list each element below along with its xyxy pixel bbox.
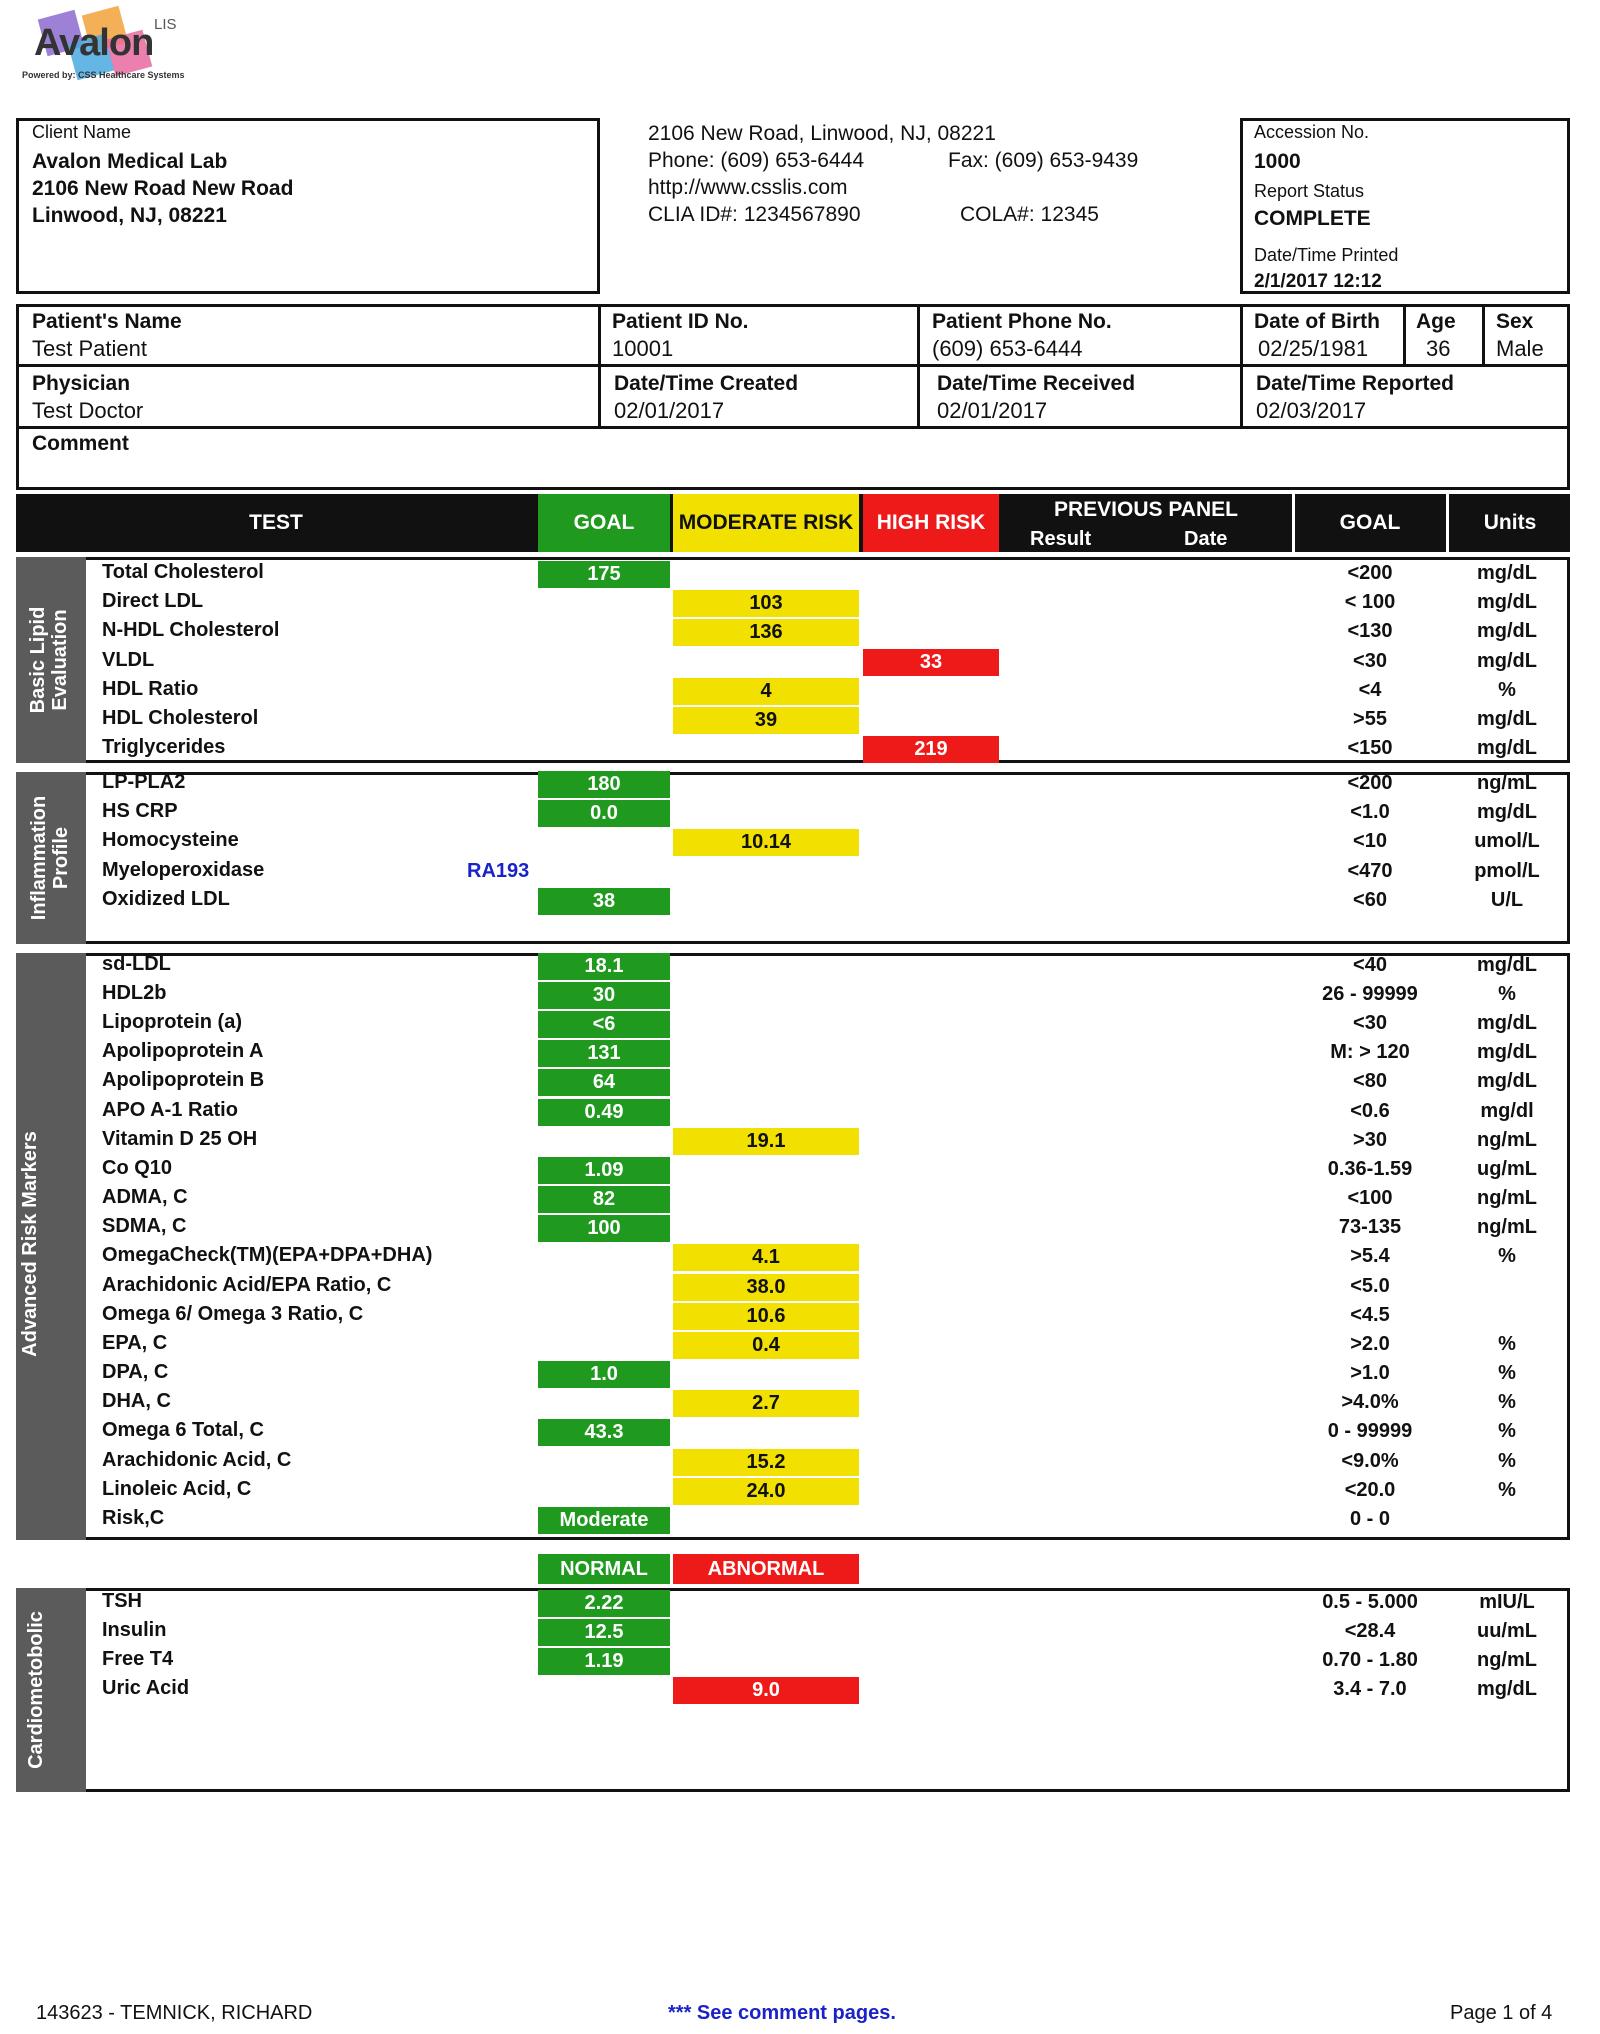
goal-range: <40 <box>1353 954 1387 976</box>
test-name: Oxidized LDL <box>102 888 230 910</box>
result-moderate: 10.6 <box>673 1303 859 1330</box>
result-moderate: 15.2 <box>673 1449 859 1476</box>
unit: mg/dL <box>1477 1012 1537 1034</box>
result-moderate: 10.14 <box>673 829 859 856</box>
divider <box>16 364 1570 367</box>
unit: mg/dL <box>1477 650 1537 672</box>
unit: umol/L <box>1474 830 1540 852</box>
goal-range: 0 - 99999 <box>1327 1420 1413 1442</box>
unit: U/L <box>1490 889 1524 911</box>
unit: mIU/L <box>1479 1591 1535 1613</box>
test-name: Insulin <box>102 1619 167 1641</box>
accession-box <box>1240 118 1570 294</box>
unit: mg/dL <box>1477 954 1537 976</box>
test-name: Apolipoprotein A <box>102 1040 264 1062</box>
divider <box>1482 304 1485 366</box>
test-name: Direct LDL <box>102 590 204 612</box>
logo-wordmark: Avalon <box>34 22 154 64</box>
result-moderate: 0.4 <box>673 1332 859 1359</box>
unit: % <box>1498 1362 1516 1384</box>
header-goal-range: GOAL <box>1339 511 1401 534</box>
goal-range: <0.6 <box>1350 1100 1390 1122</box>
cardio-section-label: Cardiometobolic <box>25 1611 47 1769</box>
test-name: DPA, C <box>102 1361 169 1383</box>
result-note: RA193 <box>467 860 530 882</box>
patient-phone-label: Patient Phone No. <box>932 310 1112 333</box>
test-name: APO A-1 Ratio <box>102 1099 238 1121</box>
reported-label: Date/Time Reported <box>1256 372 1454 395</box>
result-high: 33 <box>863 649 999 676</box>
test-name: OmegaCheck(TM)(EPA+DPA+DHA) <box>102 1244 433 1266</box>
result-moderate: 38.0 <box>673 1274 859 1301</box>
unit: % <box>1498 1450 1516 1472</box>
unit: mg/dL <box>1477 1041 1537 1063</box>
test-name: LP-PLA2 <box>102 771 186 793</box>
unit: mg/dL <box>1477 562 1537 584</box>
client-label: Client Name <box>32 122 132 142</box>
patient-name-label: Patient's Name <box>32 310 182 333</box>
goal-range: >4.0% <box>1341 1391 1399 1413</box>
header-test: TEST <box>249 511 303 534</box>
result-goal: 100 <box>538 1215 670 1242</box>
unit: mg/dL <box>1477 1070 1537 1092</box>
test-name: HDL Cholesterol <box>102 707 259 729</box>
unit: mg/dL <box>1477 737 1537 759</box>
test-name: Homocysteine <box>102 829 239 851</box>
unit: ug/mL <box>1477 1158 1537 1180</box>
goal-range: <9.0% <box>1341 1450 1399 1472</box>
test-name: VLDL <box>102 649 155 671</box>
lab-clia: CLIA ID#: 1234567890 <box>648 203 861 226</box>
goal-range: >55 <box>1353 708 1387 730</box>
result-moderate: 19.1 <box>673 1128 859 1155</box>
lab-website[interactable]: http://www.csslis.com <box>648 176 848 199</box>
unit: % <box>1498 1420 1516 1442</box>
result-normal: 12.5 <box>538 1619 670 1646</box>
test-name: Arachidonic Acid, C <box>102 1449 292 1471</box>
lab-fax: Fax: (609) 653-9439 <box>948 149 1139 172</box>
logo-badge: LIS <box>154 16 177 33</box>
goal-range: <5.0 <box>1350 1275 1390 1297</box>
goal-range: >30 <box>1353 1129 1387 1151</box>
unit: uu/mL <box>1477 1620 1537 1642</box>
printed-datetime: 2/1/2017 12:12 <box>1254 271 1382 292</box>
result-goal: 30 <box>538 982 670 1009</box>
goal-range: M: > 120 <box>1330 1041 1410 1063</box>
header-high-risk: HIGH RISK <box>863 494 999 552</box>
physician-label: Physician <box>32 372 131 395</box>
goal-range: <28.4 <box>1344 1620 1396 1642</box>
unit: % <box>1498 679 1516 701</box>
result-moderate: 103 <box>673 590 859 617</box>
result-goal: Moderate <box>538 1507 670 1534</box>
result-moderate: 2.7 <box>673 1390 859 1417</box>
accession-label: Accession No. <box>1254 122 1370 142</box>
test-name: Apolipoprotein B <box>102 1069 265 1091</box>
divider <box>1292 494 1295 552</box>
test-name: ADMA, C <box>102 1186 188 1208</box>
test-name: Risk,C <box>102 1507 165 1529</box>
result-goal: <6 <box>538 1011 670 1038</box>
header-previous-date: Date <box>1184 528 1228 550</box>
header-goal: GOAL <box>538 494 670 552</box>
inflammation-section-label: Inflammation Profile <box>28 795 72 921</box>
divider <box>1403 304 1406 366</box>
test-name: sd-LDL <box>102 953 171 975</box>
goal-range: >5.4 <box>1350 1245 1390 1267</box>
result-moderate: 4.1 <box>673 1244 859 1271</box>
header-moderate-risk: MODERATE RISK <box>673 494 859 552</box>
received-label: Date/Time Received <box>937 372 1136 395</box>
result-normal: 1.19 <box>538 1648 670 1675</box>
test-name: Lipoprotein (a) <box>102 1011 242 1033</box>
goal-range: < 100 <box>1344 591 1396 613</box>
sex: Male <box>1496 336 1544 361</box>
unit: ng/mL <box>1477 1129 1537 1151</box>
goal-range: >1.0 <box>1350 1362 1390 1384</box>
goal-range: <80 <box>1353 1070 1387 1092</box>
footer-patient: 143623 - TEMNICK, RICHARD <box>36 2002 313 2024</box>
cardio-normal-header: NORMAL <box>538 1554 670 1584</box>
patient-name: Test Patient <box>32 336 147 361</box>
patient-id: 10001 <box>612 336 674 361</box>
result-moderate: 24.0 <box>673 1478 859 1505</box>
age: 36 <box>1426 336 1451 361</box>
goal-range: <200 <box>1347 772 1393 794</box>
header-previous-result: Result <box>1030 528 1092 550</box>
goal-range: <200 <box>1347 562 1393 584</box>
test-name: TSH <box>102 1590 142 1612</box>
goal-range: <1.0 <box>1350 801 1390 823</box>
test-name: HDL2b <box>102 982 167 1004</box>
test-name: Arachidonic Acid/EPA Ratio, C <box>102 1274 392 1296</box>
test-name: N-HDL Cholesterol <box>102 619 280 641</box>
test-name: Co Q10 <box>102 1157 173 1179</box>
result-goal: 0.0 <box>538 800 670 827</box>
result-moderate: 4 <box>673 678 859 705</box>
lab-cola: COLA#: 12345 <box>960 203 1099 226</box>
unit: mg/dL <box>1477 591 1537 613</box>
footer-comment-link[interactable]: *** See comment pages. <box>668 2002 896 2024</box>
footer-page-number: Page 1 of 4 <box>1450 2002 1553 2024</box>
age-label: Age <box>1416 310 1456 333</box>
goal-range: 26 - 99999 <box>1322 983 1418 1005</box>
goal-range: 73-135 <box>1338 1216 1402 1238</box>
unit: ng/mL <box>1477 772 1537 794</box>
goal-range: <4.5 <box>1350 1304 1390 1326</box>
client-name: Avalon Medical Lab <box>32 150 228 173</box>
test-name: Total Cholesterol <box>102 561 264 583</box>
test-name: Myeloperoxidase <box>102 859 265 881</box>
result-goal: 1.0 <box>538 1361 670 1388</box>
result-normal: 2.22 <box>538 1590 670 1617</box>
lab-phone: Phone: (609) 653-6444 <box>648 149 864 172</box>
goal-range: <150 <box>1347 737 1393 759</box>
unit: mg/dL <box>1477 708 1537 730</box>
created-label: Date/Time Created <box>614 372 799 395</box>
result-goal: 180 <box>538 771 670 798</box>
result-goal: 18.1 <box>538 953 670 980</box>
test-name: HDL Ratio <box>102 678 199 700</box>
result-moderate: 136 <box>673 619 859 646</box>
divider <box>1240 304 1243 428</box>
result-goal: 0.49 <box>538 1099 670 1126</box>
unit: pmol/L <box>1474 860 1540 882</box>
goal-range: <470 <box>1347 860 1393 882</box>
goal-range: >2.0 <box>1350 1333 1390 1355</box>
sex-label: Sex <box>1496 310 1534 333</box>
result-goal: 43.3 <box>538 1419 670 1446</box>
divider <box>598 304 601 428</box>
received-date: 02/01/2017 <box>937 398 1048 423</box>
goal-range: <30 <box>1353 1012 1387 1034</box>
unit: % <box>1498 1479 1516 1501</box>
created-date: 02/01/2017 <box>614 398 725 423</box>
result-goal: 64 <box>538 1069 670 1096</box>
report-status: COMPLETE <box>1254 207 1371 230</box>
test-name: Uric Acid <box>102 1677 190 1699</box>
test-name: Vitamin D 25 OH <box>102 1128 258 1150</box>
accession-number: 1000 <box>1254 150 1301 173</box>
printed-label: Date/Time Printed <box>1254 245 1399 265</box>
goal-range: <130 <box>1347 620 1393 642</box>
unit: mg/dL <box>1477 801 1537 823</box>
goal-range: <60 <box>1353 889 1387 911</box>
goal-range: 0.5 - 5.000 <box>1322 1591 1418 1613</box>
advanced-section-label: Advanced Risk Markers <box>19 1131 41 1357</box>
test-name: EPA, C <box>102 1332 168 1354</box>
unit: % <box>1498 1333 1516 1355</box>
lipid-section-label: Basic Lipid Evaluation <box>27 606 71 714</box>
unit: ng/mL <box>1477 1187 1537 1209</box>
result-goal: 175 <box>538 561 670 588</box>
test-name: Omega 6 Total, C <box>102 1419 264 1441</box>
dob-label: Date of Birth <box>1254 310 1380 333</box>
goal-range: <30 <box>1353 650 1387 672</box>
inflammation-section <box>16 772 1570 944</box>
test-name: Linoleic Acid, C <box>102 1478 252 1500</box>
cardio-abnormal-header: ABNORMAL <box>673 1554 859 1584</box>
test-name: HS CRP <box>102 800 178 822</box>
divider <box>917 304 920 428</box>
unit: % <box>1498 1245 1516 1267</box>
patient-id-label: Patient ID No. <box>612 310 749 333</box>
lab-address: 2106 New Road, Linwood, NJ, 08221 <box>648 122 996 145</box>
result-goal: 131 <box>538 1040 670 1067</box>
test-name: DHA, C <box>102 1390 171 1412</box>
report-status-label: Report Status <box>1254 181 1365 201</box>
dob: 02/25/1981 <box>1258 336 1369 361</box>
result-goal: 82 <box>538 1186 670 1213</box>
goal-range: <4 <box>1358 679 1382 701</box>
goal-range: 0.36-1.59 <box>1327 1158 1413 1180</box>
divider <box>16 426 1570 429</box>
test-name: Omega 6/ Omega 3 Ratio, C <box>102 1303 364 1325</box>
result-abnormal: 9.0 <box>673 1677 859 1704</box>
comment-label: Comment <box>32 432 129 455</box>
unit: mg/dL <box>1477 620 1537 642</box>
client-address1: 2106 New Road New Road <box>32 177 294 200</box>
avalon-logo <box>20 8 190 88</box>
result-goal: 1.09 <box>538 1157 670 1184</box>
reported-date: 02/03/2017 <box>1256 398 1367 423</box>
unit: mg/dl <box>1480 1100 1534 1122</box>
divider <box>1446 494 1449 552</box>
result-high: 219 <box>863 736 999 763</box>
goal-range: <20.0 <box>1344 1479 1396 1501</box>
test-name: Free T4 <box>102 1648 174 1670</box>
unit: % <box>1498 1391 1516 1413</box>
unit: ng/mL <box>1477 1216 1537 1238</box>
physician: Test Doctor <box>32 398 144 423</box>
unit: mg/dL <box>1477 1678 1537 1700</box>
header-units: Units <box>1483 511 1537 534</box>
unit: % <box>1498 983 1516 1005</box>
header-previous-panel: PREVIOUS PANEL <box>1054 498 1238 521</box>
result-goal: 38 <box>538 888 670 915</box>
unit: ng/mL <box>1477 1649 1537 1671</box>
result-moderate: 39 <box>673 707 859 734</box>
goal-range: 0.70 - 1.80 <box>1322 1649 1418 1671</box>
client-address2: Linwood, NJ, 08221 <box>32 204 227 227</box>
patient-phone: (609) 653-6444 <box>932 336 1083 361</box>
test-name: Triglycerides <box>102 736 226 758</box>
logo-tagline: Powered by: CSS Healthcare Systems <box>22 70 185 80</box>
test-name: SDMA, C <box>102 1215 187 1237</box>
goal-range: 0 - 0 <box>1349 1508 1391 1530</box>
goal-range: 3.4 - 7.0 <box>1333 1678 1407 1700</box>
goal-range: <100 <box>1347 1187 1393 1209</box>
goal-range: <10 <box>1353 830 1387 852</box>
